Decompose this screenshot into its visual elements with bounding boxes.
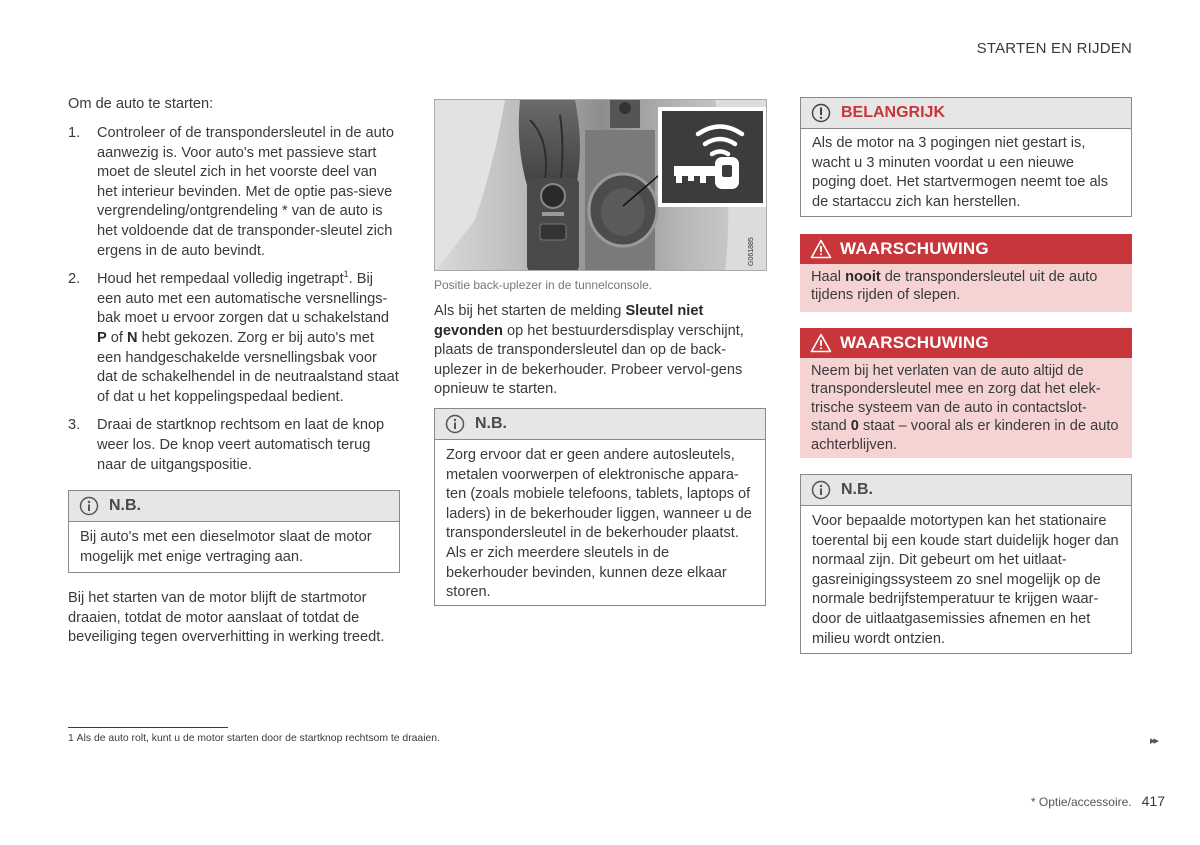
step-3 xyxy=(68,416,400,475)
note-title: N.B. xyxy=(109,497,141,514)
note-box-diesel xyxy=(68,490,400,573)
footnote-text: Als de auto rolt, kunt u de motor starten door de startknop rechtsom te draaien. xyxy=(76,733,440,744)
step-number: 3. xyxy=(68,417,81,434)
step-1 xyxy=(68,124,400,261)
important-box xyxy=(800,97,1132,217)
footnote-number: 1 xyxy=(68,733,74,744)
warning-title: WAARSCHUWING xyxy=(840,333,989,352)
step-number: 1. xyxy=(68,125,81,141)
note-box-interference xyxy=(434,408,766,606)
step-text: hebt gekozen. Zorg er bij auto's met een handgeschakelde versnellingsbak voor dat de schakelhendel in de neutraalstand staat of dat u het koppelingspedaal bedient. xyxy=(97,329,399,405)
display-message: Sleutel niet gevonden xyxy=(434,303,704,339)
note-text: Zorg ervoor dat er geen andere autosleutels, metalen voorwerpen of elektronische appara-ten (zoals mobiele telefoons, tablets, laptops of laders) in de bekerhouder liggen, wanneer u de transpondersleutel in de bekerhouder plaatst. Als er zich meerdere sleutels in de bekerhouder bevinden, kunnen deze elkaar storen. xyxy=(446,447,752,601)
gear-p: P xyxy=(97,329,107,346)
step-text: . Bij een auto met een automatische versnellings-bak moet u ervoor zorgen dat u schakelstand xyxy=(97,271,390,327)
note-title: N.B. xyxy=(841,481,873,498)
step-text: Draai de startknop rechtsom en laat de knop weer los. De knop veert automatisch terug naar de uitgangspositie. xyxy=(97,417,385,473)
important-text: Als de motor na 3 pogingen niet gestart is, wacht u 3 minuten voordat u een nieuwe poging doet. Het startvermogen neemt toe als de startaccu zich kan herstellen. xyxy=(812,135,1109,210)
continue-arrows-icon: ▸▸ xyxy=(1150,735,1158,747)
warning-triangle-icon xyxy=(810,239,832,264)
warning-box-take-key xyxy=(800,328,1132,458)
step-text: Houd het rempedaal volledig ingetrapt xyxy=(97,271,344,288)
page-number: 417 xyxy=(1141,793,1165,809)
info-icon xyxy=(811,480,831,505)
info-icon xyxy=(79,496,99,521)
step-text: of xyxy=(106,329,128,346)
image-code: G061885 xyxy=(748,237,755,266)
image-caption: Positie back-uplezer in de tunnelconsole. xyxy=(434,278,653,292)
closing-text: Bij het starten van de motor blijft de startmotor draaien, totdat de motor aanslaat of totdat de beveiliging tegen oververhitting in werking treedt. xyxy=(68,590,385,646)
step-text: Controleer of de transpondersleutel in de auto aanwezig is. Voor auto's met passieve start moet de sleutel zich in het voorste deel van het interieur bevinden. Met de optie pas-sieve vergrendeling/ontgrendeling * van de auto is het voldoende dat de transponder-sleutel zich ergens in de auto bevindt. xyxy=(97,125,394,259)
note-text: Voor bepaalde motortypen kan het stationaire toerental bij een koude start duidelijk hoger dan normaal zijn. Dit gebeurt om het uitlaat-gasreinigingssysteem zo snel mogelijk op de normale bedrijfstemperatuur te krijgen waar-door de uitlaatgasemissies afnemen en het milieu wordt ontzien. xyxy=(812,513,1119,647)
gear-n: N xyxy=(127,329,138,346)
warning-text-part: Haal xyxy=(811,269,846,285)
note-title: N.B. xyxy=(475,415,507,432)
warning-text-part: Neem bij het verlaten van de auto altijd de transpondersleutel mee en zorg dat het elek-trische systeem van de auto in contactslot-stand xyxy=(811,363,1101,435)
warning-box-never-remove xyxy=(800,234,1132,312)
footnote xyxy=(68,733,440,744)
note-header xyxy=(69,491,399,522)
note-text: Bij auto's met een dieselmotor slaat de motor mogelijk met enige vertraging aan. xyxy=(80,529,372,565)
warning-text xyxy=(800,358,1132,458)
important-header xyxy=(801,98,1131,129)
warning-text-part: staat – vooral als er kinderen in de auto achterblijven. xyxy=(811,418,1119,453)
tunnel-console-photo xyxy=(434,99,767,271)
step-number: 2. xyxy=(68,271,81,288)
intro-text: Om de auto te starten: xyxy=(68,96,214,112)
reader-instructions xyxy=(434,302,766,400)
warning-header xyxy=(800,234,1132,264)
warning-header xyxy=(800,328,1132,358)
warning-title: WAARSCHUWING xyxy=(840,239,989,258)
note-header xyxy=(435,409,765,440)
footnote-ref: 1 xyxy=(343,269,349,280)
exclamation-icon xyxy=(811,103,831,128)
steps-list xyxy=(68,124,400,484)
note-header xyxy=(801,475,1131,506)
wireless-key-icon xyxy=(660,109,765,205)
page-footer xyxy=(1031,793,1165,809)
warning-text-part: de transpondersleutel uit de auto tijdens rijden of slepen. xyxy=(811,269,1098,304)
para-text: op het bestuurdersdisplay verschijnt, plaats de transpondersleutel dan op de back-uplezer in de bekerhouder. Probeer vervol-gens opnieuw te starten. xyxy=(434,322,744,398)
info-icon xyxy=(445,414,465,439)
section-title: STARTEN EN RIJDEN xyxy=(976,40,1132,57)
important-title: BELANGRIJK xyxy=(841,104,946,121)
step-2 xyxy=(68,270,400,407)
emphasis: nooit xyxy=(845,269,881,285)
para-text: Als bij het starten de melding xyxy=(434,303,626,319)
option-note: * Optie/accessoire. xyxy=(1030,795,1132,809)
emphasis: 0 xyxy=(850,418,859,435)
footnote-divider xyxy=(68,727,228,728)
note-box-idle-speed xyxy=(800,474,1132,654)
warning-triangle-icon xyxy=(810,333,832,358)
warning-text xyxy=(800,264,1132,312)
